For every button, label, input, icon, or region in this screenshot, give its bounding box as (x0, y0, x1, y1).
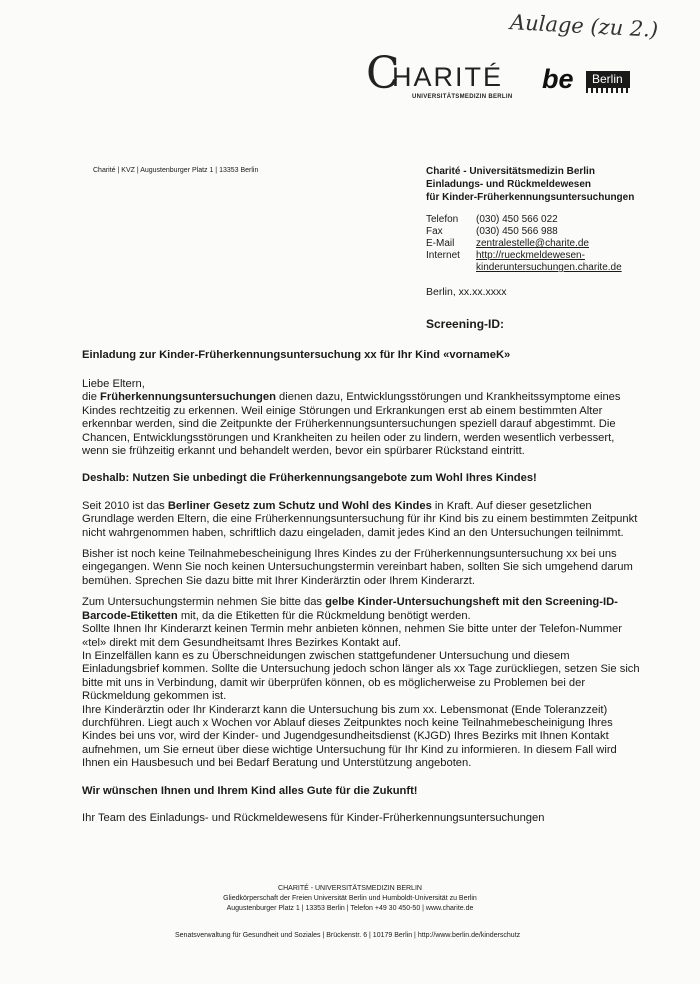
paragraph-bring-booklet: Zum Untersuchungstermin nehmen Sie bitte das gelbe Kinder-Untersuchungsheft mit den Screening-ID-Barcode-Etiketten mit, da die Etiketten für die Rückmeldung benötigt werden. (82, 596, 618, 622)
be-berlin-logo (542, 64, 642, 94)
sender-return-line: Charité | KVZ | Augustenburger Platz 1 | 13353 Berlin (93, 167, 259, 174)
paragraph-no-appointment: Sollte Ihnen Ihr Kinderarzt keinen Termin mehr anbieten können, nehmen Sie bitte unter der Telefon-Nummer «tel» direkt mit dem Gesundheitsamt Ihres Bezirkes Kontakt auf. (82, 623, 622, 649)
contact-label: Internet (426, 250, 460, 261)
contact-row-phone (426, 214, 622, 226)
contact-row-internet (426, 250, 622, 262)
charite-logo-c: C (366, 48, 400, 99)
footer-senate-line: Senatsverwaltung für Gesundheit und Soziales | Brückenstr. 6 | 10179 Berlin | http://www.berlin.de/kinderschutz (175, 932, 521, 939)
email-link[interactable]: zentralestelle@charite.de (476, 238, 589, 249)
contact-row-fax (426, 226, 622, 238)
footer-line: Augustenburger Platz 1 | 13353 Berlin | Telefon +49 30 450-50 | www.charite.de (226, 905, 474, 912)
letter-subject: Einladung zur Kinder-Früherkennungsuntersuchung xx für Ihr Kind «vornameK» (82, 349, 511, 361)
contact-value: (030) 450 566 988 (476, 226, 558, 237)
handwritten-annotation: Aulage (zu 2.) (509, 10, 659, 42)
contact-org-line: Einladungs- und Rückmeldewesen (426, 179, 592, 190)
contact-organization (426, 165, 634, 204)
contact-table (426, 214, 622, 274)
contact-label (426, 262, 476, 274)
charite-logo (366, 48, 526, 104)
internet-link-cont[interactable]: kinderuntersuchungen.charite.de (476, 262, 622, 273)
contact-label: Fax (426, 226, 443, 237)
contact-row-internet-cont (426, 262, 622, 274)
contact-org-line: für Kinder-Früherkennungsuntersuchungen (426, 192, 635, 203)
paragraph-overlap: In Einzelfällen kann es zu Überschneidungen zwischen stattgefundener Untersuchung und diesem Einladungsbrief kommen. Sollte die Untersuchung jedoch schon länger als xx Tage zurückliegen, setzen Sie sich bitte mit uns in Verbindung, damit wir überprüfen können, ob es möglicherweise zu Problemen bei der Rückmeldung gekommen ist. (82, 649, 640, 703)
contact-value: (030) 450 566 022 (476, 214, 558, 225)
footer (0, 884, 700, 914)
letter-body (82, 378, 642, 825)
internet-link[interactable]: http://rueckmeldewesen- (476, 250, 585, 261)
closing-wish: Wir wünschen Ihnen und Ihrem Kind alles Gute für die Zukunft! (82, 784, 418, 797)
be-berlin-logo-bars (586, 88, 630, 93)
footer-line: CHARITÉ - UNIVERSITÄTSMEDIZIN BERLIN (278, 885, 422, 892)
salutation: Liebe Eltern, (82, 378, 145, 390)
signature: Ihr Team des Einladungs- und Rückmeldewesens für Kinder-Früherkennungsuntersuchungen (82, 811, 545, 824)
contact-label: E-Mail (426, 238, 455, 249)
charite-logo-word: HARITÉ (392, 62, 504, 92)
charite-logo-subtitle: UNIVERSITÄTSMEDIZIN BERLIN (412, 94, 513, 100)
paragraph-status: Bisher ist noch keine Teilnahmebescheinigung Ihres Kindes zu der Früherkennungsuntersuchung xx bei uns eingegangen. Wenn Sie noch keinen Untersuchungstermin vereinbart haben, sollten Sie sich umgehend darum bemühen. Sprechen Sie dazu bitte mit Ihrer Kinderärztin oder Ihrem Kinderarzt. (82, 548, 633, 587)
contact-org-line: Charité - Universitätsmedizin Berlin (426, 166, 595, 177)
paragraph-law: Seit 2010 ist das Berliner Gesetz zum Schutz und Wohl des Kindes in Kraft. Auf dieser gesetzlichen Grundlage werden Eltern, die eine Früherkennungsuntersuchung für ihr Kind bis zu einem bestimmten Zeitpunkt nicht wahrgenommen haben, schriftlich dazu eingeladen, damit jedes Kind an den Untersuchungen teilnimmt. (82, 499, 638, 539)
be-berlin-logo-label: Berlin (592, 72, 623, 86)
date-line: Berlin, xx.xx.xxxx (426, 286, 507, 298)
paragraph-purpose: die Früherkennungsuntersuchungen dienen dazu, Entwicklungsstörungen und Krankheitssymptome eines Kindes rechtzeitig zu erkennen. Weil einige Störungen und Erkrankungen erst ab einem bestimmten Alter erkennbar werden, sind die Zeitpunkte der Früherkennungsuntersuchungen speziell darauf abgestimmt. Die Chancen, Entwicklungsstörungen und Krankheiten zu heilen oder zu lindern, werden wesentlich verbessert, wenn sie frühzeitig erkannt und behandelt werden, bevor ein spürbarer Rückstand eintritt. (82, 391, 621, 458)
screening-id-label: Screening-ID: (426, 317, 505, 331)
contact-row-email (426, 238, 622, 250)
contact-label: Telefon (426, 214, 459, 225)
be-berlin-logo-be: be (542, 64, 574, 94)
paragraph-deadline: Ihre Kinderärztin oder Ihr Kinderarzt kann die Untersuchung bis zum xx. Lebensmonat (Ende Toleranzzeit) durchführen. Liegt auch x Wochen vor Ablauf dieses Zeitpunktes noch keine Teilnahmebescheinigung Ihres Kindes bei uns vor, wird der Kinder- und Jugendgesundheitsdienst (KJGD) Ihres Bezirks mit Ihnen Kontakt aufnehmen, um Sie erneut über diese wichtige Untersuchung für Ihr Kind zu informieren. In diesem Fall wird Ihnen ein Hausbesuch und bei Bedarf Beratung und Unterstützung angeboten. (82, 703, 617, 770)
footer-line: Gliedkörperschaft der Freien Universität Berlin und Humboldt-Universität zu Berlin (223, 895, 477, 902)
heading-notice: Deshalb: Nutzen Sie unbedingt die Früherkennungsangebote zum Wohl Ihres Kindes! (82, 472, 537, 485)
